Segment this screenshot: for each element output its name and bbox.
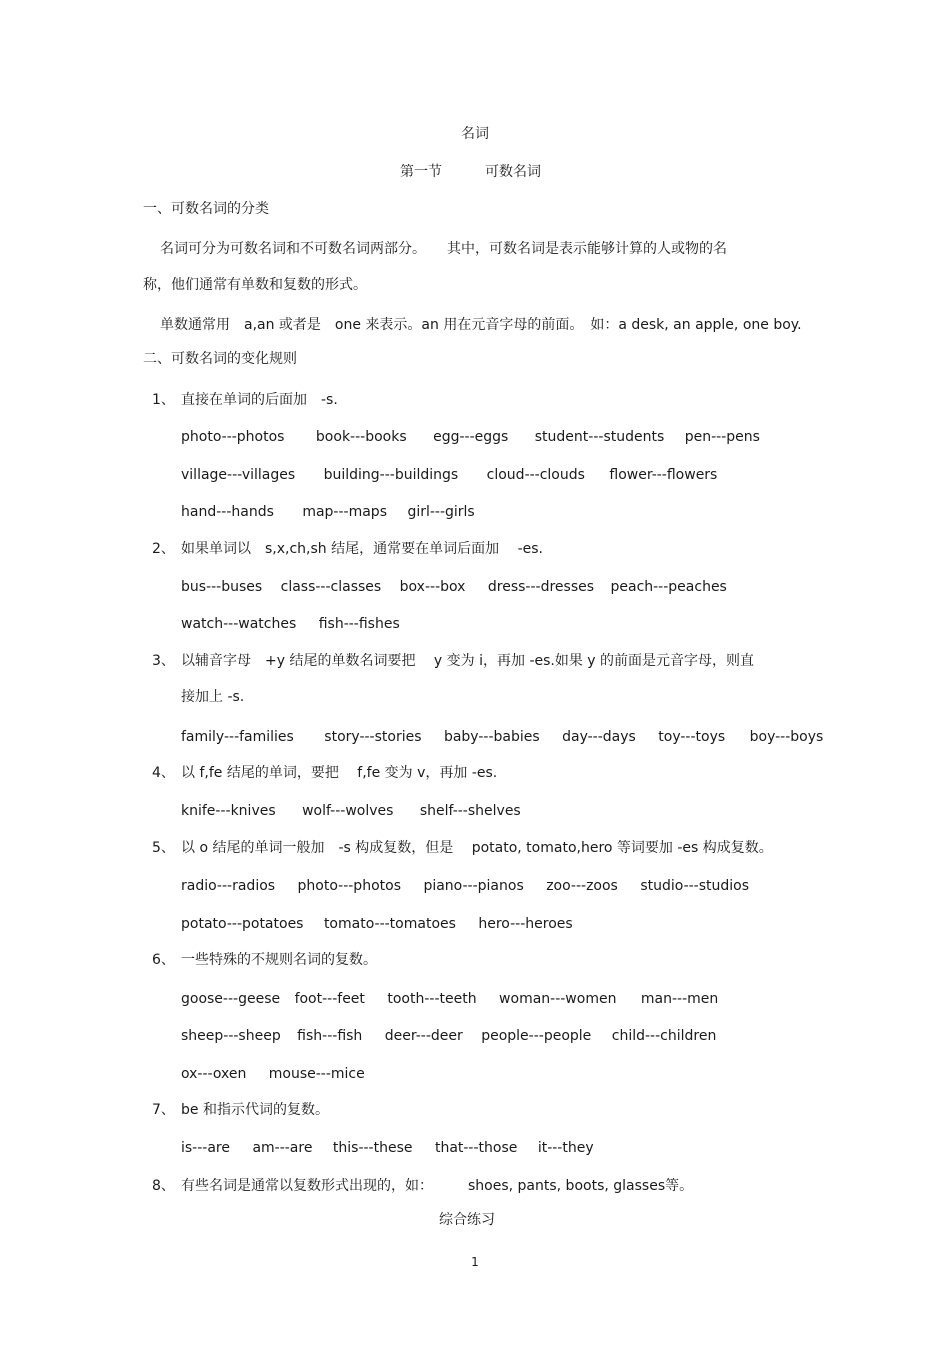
example-item: tomato---tomatoes	[323, 916, 456, 932]
example-item: radio---radios	[181, 878, 276, 894]
part1-paragraph2: 单数通常用 a,an 或者是 one 来表示。an 用在元音字母的前面。 如：a desk, an apple, one boy.	[160, 317, 802, 333]
example-item: studio---studios	[640, 878, 750, 894]
example-item: mouse---mice	[268, 1066, 365, 1082]
example-row	[181, 427, 760, 447]
example-item: is---are	[181, 1140, 230, 1156]
example-row	[181, 876, 749, 896]
example-row	[181, 1064, 365, 1084]
rule-number: 5、	[152, 840, 175, 856]
part2-heading: 二、可数名词的变化规则	[143, 351, 297, 367]
example-item: boy---boys	[749, 729, 824, 745]
example-item: story---stories	[324, 729, 422, 745]
rule-text: 一些特殊的不规则名词的复数。	[181, 952, 377, 968]
example-item: deer---deer	[384, 1028, 463, 1044]
example-item: child---children	[611, 1028, 717, 1044]
rule-number: 2、	[152, 541, 175, 557]
example-item: building---buildings	[323, 467, 459, 483]
example-item: watch---watches	[181, 616, 297, 632]
example-item: it---they	[537, 1140, 594, 1156]
part1-paragraph-line2: 称，他们通常有单数和复数的形式。	[143, 277, 367, 293]
example-row	[181, 465, 717, 485]
example-item: bus---buses	[181, 579, 263, 595]
example-item: foot---feet	[294, 991, 365, 1007]
example-row	[181, 989, 718, 1009]
rule-number: 8、	[152, 1178, 175, 1194]
example-item: shelf---shelves	[419, 803, 521, 819]
example-item: man---men	[640, 991, 719, 1007]
example-item: fish---fish	[297, 1028, 363, 1044]
example-item: box---box	[399, 579, 466, 595]
example-item: hero---heroes	[478, 916, 573, 932]
part1-heading: 一、可数名词的分类	[143, 201, 269, 217]
example-item: hand---hands	[181, 504, 274, 520]
example-item: am---are	[252, 1140, 313, 1156]
example-item: village---villages	[181, 467, 296, 483]
page-number: 1	[471, 1255, 479, 1269]
example-item: people---people	[481, 1028, 592, 1044]
rule-text: be 和指示代词的复数。	[181, 1102, 329, 1118]
example-item: tooth---teeth	[387, 991, 477, 1007]
example-item: dress---dresses	[487, 579, 595, 595]
rule-text: 以 f,fe 结尾的单词，要把 f,fe 变为 v，再加 -es.	[181, 765, 498, 781]
example-item: potato---potatoes	[181, 916, 304, 932]
example-row	[181, 914, 573, 934]
example-item: woman---women	[499, 991, 617, 1007]
section-label: 第一节	[400, 164, 442, 180]
page-title: 名词	[461, 126, 489, 142]
example-item: baby---babies	[443, 729, 540, 745]
example-item: fish---fishes	[318, 616, 400, 632]
rule-number: 7、	[152, 1102, 175, 1118]
example-item: this---these	[332, 1140, 413, 1156]
example-item: that---those	[434, 1140, 518, 1156]
example-item: zoo---zoos	[546, 878, 618, 894]
example-row	[181, 1138, 594, 1158]
example-item: family---families	[181, 729, 294, 745]
example-row	[181, 502, 475, 522]
rule-number: 6、	[152, 952, 175, 968]
rule-number: 3、	[152, 653, 175, 669]
rule-text: 有些名词是通常以复数形式出现的，如： shoes, pants, boots, glasses等。	[181, 1178, 694, 1194]
example-item: photo---photos	[181, 429, 285, 445]
example-item: day---days	[562, 729, 636, 745]
rule-text: 直接在单词的后面加 -s.	[181, 392, 338, 408]
example-item: student---students	[534, 429, 665, 445]
example-item: girl---girls	[407, 504, 475, 520]
example-row	[181, 577, 727, 597]
example-item: cloud---clouds	[486, 467, 585, 483]
example-row	[181, 801, 521, 821]
section-name: 可数名词	[485, 164, 541, 180]
example-item: map---maps	[302, 504, 387, 520]
example-item: ox---oxen	[181, 1066, 247, 1082]
rule-text: 如果单词以 s,x,ch,sh 结尾，通常要在单词后面加 -es.	[181, 541, 543, 557]
rule-number: 4、	[152, 765, 175, 781]
example-item: pen---pens	[684, 429, 760, 445]
rule-text: 以辅音字母 +y 结尾的单数名词要把 y 变为 i，再加 -es.如果 y 的前面是元音字母，则直	[181, 653, 755, 669]
example-row	[181, 727, 823, 747]
example-item: flower---flowers	[609, 467, 718, 483]
example-item: toy---toys	[658, 729, 726, 745]
example-row	[181, 1026, 716, 1046]
example-item: wolf---wolves	[302, 803, 394, 819]
example-item: goose---geese	[181, 991, 281, 1007]
example-item: sheep---sheep	[181, 1028, 281, 1044]
example-item: knife---knives	[181, 803, 276, 819]
example-item: book---books	[315, 429, 407, 445]
exercise-heading: 综合练习	[439, 1212, 495, 1228]
example-row	[181, 614, 400, 634]
example-item: photo---photos	[297, 878, 401, 894]
example-item: piano---pianos	[423, 878, 524, 894]
part1-paragraph-line1: 名词可分为可数名词和不可数名词两部分。 其中，可数名词是表示能够计算的人或物的名	[160, 241, 727, 257]
rule-number: 1、	[152, 392, 175, 408]
example-item: peach---peaches	[610, 579, 727, 595]
rule-text-continued: 接加上 -s.	[181, 689, 245, 705]
example-item: class---classes	[280, 579, 382, 595]
example-item: egg---eggs	[433, 429, 509, 445]
rule-text: 以 o 结尾的单词一般加 -s 构成复数，但是 potato, tomato,hero 等词要加 -es 构成复数。	[181, 840, 773, 856]
